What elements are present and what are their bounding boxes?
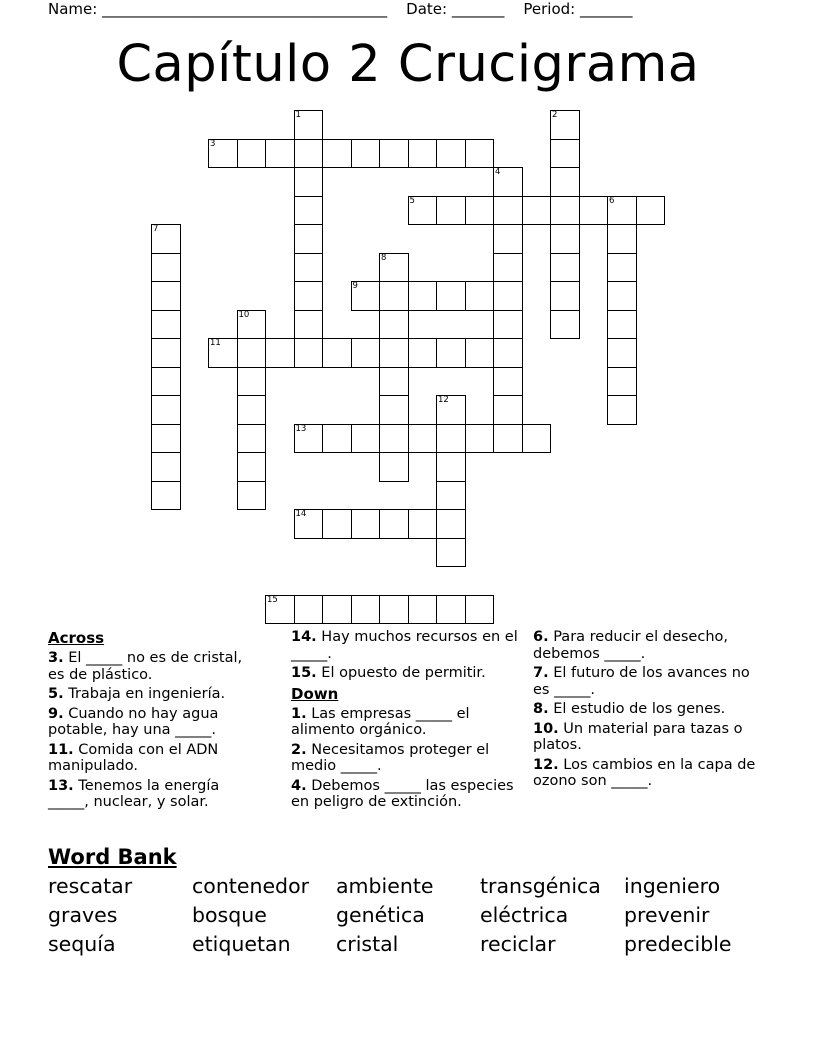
grid-cell[interactable] [237, 452, 267, 482]
grid-cell[interactable] [550, 196, 580, 226]
grid-cell[interactable] [151, 338, 181, 368]
grid-cell[interactable] [294, 196, 324, 226]
clue-number: 2 [552, 110, 558, 120]
grid-cell[interactable] [408, 338, 438, 368]
clue-number: 11 [210, 338, 221, 348]
grid-cell[interactable] [493, 281, 523, 311]
clue-number: 5 [409, 195, 415, 206]
grid-cell[interactable] [379, 367, 409, 397]
clue-number: 8 [381, 252, 387, 263]
grid-cell[interactable] [294, 110, 324, 140]
grid-cell[interactable] [636, 196, 666, 226]
clue-number: 1 [295, 110, 301, 120]
clue-number: 12 [438, 395, 449, 405]
clue-number: 6 [609, 195, 615, 206]
word-bank-item: eléctrica [480, 903, 569, 927]
grid-cell[interactable] [237, 338, 267, 368]
clue-number: 9 [352, 281, 358, 291]
grid-cell[interactable] [208, 139, 238, 169]
grid-cell[interactable] [607, 253, 637, 283]
grid-cell[interactable] [294, 139, 324, 169]
word-bank-item: sequía [48, 932, 116, 956]
grid-cell[interactable] [379, 509, 409, 539]
grid-cell[interactable] [379, 395, 409, 425]
grid-cell[interactable] [294, 167, 324, 197]
grid-cell[interactable] [351, 139, 381, 169]
grid-cell[interactable] [379, 253, 409, 283]
grid-cell[interactable] [351, 424, 381, 454]
word-bank-item: prevenir [624, 903, 710, 927]
word-bank-item: graves [48, 903, 118, 927]
grid-cell[interactable] [493, 367, 523, 397]
clue-down-7: 7. El futuro de los avances no es _____. [533, 665, 750, 698]
word-bank-item: cristal [336, 932, 399, 956]
clue-down-6: 6. Para reducir el desecho, debemos _____. [533, 629, 728, 662]
grid-cell[interactable] [465, 424, 495, 454]
grid-cell[interactable] [550, 281, 580, 311]
grid-cell[interactable] [607, 281, 637, 311]
page-title: Capítulo 2 Crucigrama [116, 35, 700, 94]
grid-cell[interactable] [550, 167, 580, 197]
grid-cell[interactable] [322, 338, 352, 368]
grid-cell[interactable] [379, 595, 409, 625]
grid-cell[interactable] [408, 139, 438, 169]
clue-number: 3 [210, 138, 216, 149]
clue-down-1: 1. Las empresas _____ el alimento orgánico. [291, 705, 470, 738]
grid-cell[interactable] [550, 139, 580, 169]
grid-cell[interactable] [379, 338, 409, 368]
grid-cell[interactable] [351, 338, 381, 368]
clue-number: 4 [495, 167, 501, 177]
grid-cell[interactable] [436, 338, 466, 368]
grid-cell[interactable] [465, 139, 495, 169]
clues-column-2 [291, 629, 521, 814]
clue-number: 15 [267, 594, 278, 605]
grid-cell[interactable] [351, 595, 381, 625]
grid-cell[interactable] [436, 538, 466, 568]
grid-cell[interactable] [493, 224, 523, 254]
grid-cell[interactable] [151, 310, 181, 340]
word-bank-item: ingeniero [624, 874, 721, 898]
grid-cell[interactable] [408, 281, 438, 311]
grid-cell[interactable] [436, 595, 466, 625]
grid-cell[interactable] [607, 338, 637, 368]
grid-cell[interactable] [607, 224, 637, 254]
grid-cell[interactable] [151, 253, 181, 283]
grid-cell[interactable] [294, 310, 324, 340]
grid-cell[interactable] [294, 281, 324, 311]
grid-cell[interactable] [265, 338, 295, 368]
grid-cell[interactable] [408, 196, 438, 226]
grid-cell[interactable] [522, 196, 552, 226]
grid-cell[interactable] [465, 281, 495, 311]
grid-cell[interactable] [436, 281, 466, 311]
grid-cell[interactable] [151, 281, 181, 311]
grid-cell[interactable] [493, 338, 523, 368]
word-bank-item: transgénica [480, 874, 601, 898]
grid-cell[interactable] [550, 224, 580, 254]
grid-cell[interactable] [436, 509, 466, 539]
clue-down-2: 2. Necesitamos proteger el medio _____. [291, 741, 490, 774]
grid-cell[interactable] [237, 310, 267, 340]
word-bank-item: rescatar [48, 874, 133, 898]
grid-cell[interactable] [351, 509, 381, 539]
word-bank-item: predecible [624, 932, 732, 956]
word-bank-title: Word Bank [48, 845, 177, 869]
grid-cell[interactable] [607, 367, 637, 397]
grid-cell[interactable] [237, 481, 267, 511]
clue-across-9: 9. Cuando no hay agua potable, hay una _____. [48, 705, 219, 738]
clue-down-10: 10. Un material para tazas o platos. [533, 720, 743, 753]
grid-cell[interactable] [436, 139, 466, 169]
grid-cell[interactable] [408, 424, 438, 454]
clue-across-14: 14. Hay muchos recursos en el _____. [291, 629, 518, 662]
grid-cell[interactable] [294, 595, 324, 625]
clue-across-15: 15. El opuesto de permitir. [291, 665, 486, 681]
grid-cell[interactable] [607, 310, 637, 340]
header-fields: Name: ______________________________________ Date: _______ Period: _______ [48, 0, 633, 18]
word-bank-item: ambiente [336, 874, 434, 898]
grid-cell[interactable] [151, 395, 181, 425]
clue-number: 7 [153, 224, 159, 234]
grid-cell[interactable] [465, 595, 495, 625]
grid-cell[interactable] [522, 424, 552, 454]
grid-cell[interactable] [237, 139, 267, 169]
grid-cell[interactable] [379, 424, 409, 454]
clue-number: 13 [295, 423, 307, 434]
clue-down-4: 4. Debemos _____ las especies en peligro de extinción. [291, 777, 514, 810]
grid-cell[interactable] [322, 509, 352, 539]
grid-cell[interactable] [265, 595, 295, 625]
grid-cell[interactable] [436, 452, 466, 482]
grid-cell[interactable] [550, 310, 580, 340]
clues-column-1 [48, 629, 258, 814]
grid-cell[interactable] [237, 395, 267, 425]
grid-cell[interactable] [151, 424, 181, 454]
grid-cell[interactable] [579, 196, 609, 226]
grid-cell[interactable] [294, 253, 324, 283]
grid-cell[interactable] [151, 481, 181, 511]
grid-cell[interactable] [237, 367, 267, 397]
word-bank-item: bosque [192, 903, 267, 927]
grid-cell[interactable] [379, 452, 409, 482]
down-heading: Down [291, 684, 339, 703]
clue-down-8: 8. El estudio de los genes. [533, 701, 726, 717]
grid-cell[interactable] [493, 424, 523, 454]
grid-cell[interactable] [607, 196, 637, 226]
grid-cell[interactable] [465, 196, 495, 226]
clue-number: 14 [295, 509, 307, 519]
grid-cell[interactable] [607, 395, 637, 425]
clue-across-11: 11. Comida con el ADN manipulado. [48, 741, 219, 774]
grid-cell[interactable] [379, 139, 409, 169]
grid-cell[interactable] [493, 167, 523, 197]
grid-cell[interactable] [408, 509, 438, 539]
grid-cell[interactable] [493, 310, 523, 340]
grid-cell[interactable] [550, 253, 580, 283]
grid-cell[interactable] [493, 253, 523, 283]
grid-cell[interactable] [151, 224, 181, 254]
grid-cell[interactable] [436, 481, 466, 511]
grid-cell[interactable] [151, 367, 181, 397]
clue-number: 10 [238, 309, 250, 320]
grid-cell[interactable] [294, 338, 324, 368]
grid-cell[interactable] [436, 395, 466, 425]
clue-down-12: 12. Los cambios en la capa de ozono son _____. [533, 756, 756, 789]
grid-cell[interactable] [294, 224, 324, 254]
clue-across-13: 13. Tenemos la energía _____, nuclear, y solar. [48, 777, 220, 810]
grid-cell[interactable] [265, 139, 295, 169]
clue-across-3: 3. El _____ no es de cristal, es de plástico. [48, 650, 243, 683]
grid-cell[interactable] [550, 110, 580, 140]
grid-cell[interactable] [351, 281, 381, 311]
grid-cell[interactable] [379, 310, 409, 340]
grid-cell[interactable] [294, 424, 324, 454]
grid-cell[interactable] [294, 509, 324, 539]
word-bank-item: contenedor [192, 874, 310, 898]
grid-cell[interactable] [208, 338, 238, 368]
across-heading: Across [48, 629, 105, 647]
grid-cell[interactable] [322, 139, 352, 169]
word-bank-item: genética [336, 903, 425, 927]
grid-cell[interactable] [493, 395, 523, 425]
word-bank-item: reciclar [480, 932, 556, 956]
grid-cell[interactable] [322, 595, 352, 625]
grid-cell[interactable] [322, 424, 352, 454]
grid-cell[interactable] [237, 424, 267, 454]
grid-cell[interactable] [408, 595, 438, 625]
grid-cell[interactable] [465, 338, 495, 368]
word-bank-item: etiquetan [192, 932, 291, 956]
grid-cell[interactable] [436, 196, 466, 226]
clues-column-3 [533, 629, 763, 793]
grid-cell[interactable] [379, 281, 409, 311]
word-bank-list [48, 873, 768, 957]
clue-across-5: 5. Trabaja en ingeniería. [48, 686, 226, 702]
grid-cell[interactable] [436, 424, 466, 454]
grid-cell[interactable] [151, 452, 181, 482]
grid-cell[interactable] [493, 196, 523, 226]
